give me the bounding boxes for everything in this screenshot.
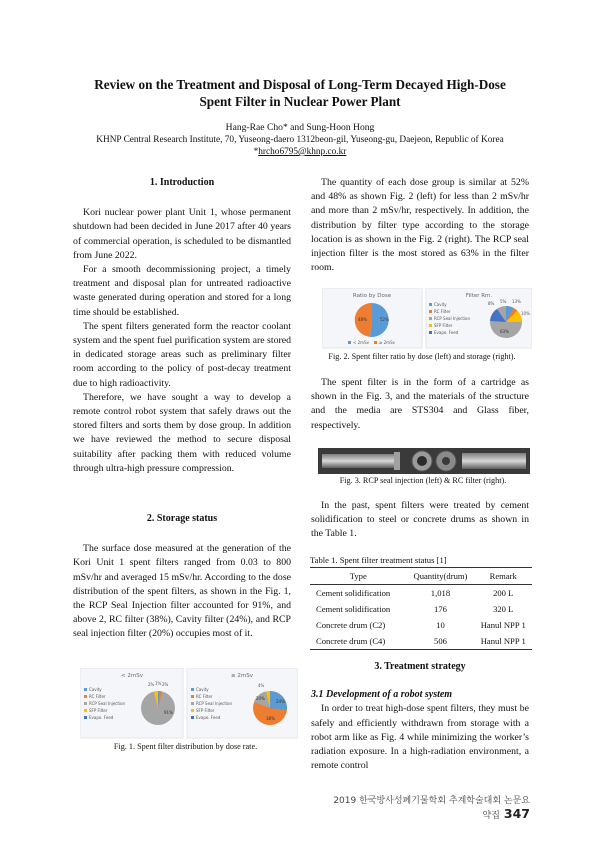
table-cell: 506 xyxy=(406,633,474,650)
footer-proceedings: 2019 한국방사성폐기물학회 추계학술대회 논문요약집 xyxy=(333,796,530,821)
figure-2 xyxy=(322,288,532,350)
fig1-left-label-4: 91% xyxy=(164,710,173,715)
table-cell: 10 xyxy=(436,620,445,630)
authors: Hang-Rae Cho* and Sung-Hoon Hong xyxy=(225,122,375,133)
fig1-legend-evapo: Evapo. Feed xyxy=(89,715,114,720)
fig2-legend-rcp: RCP Seal Injection xyxy=(434,316,471,321)
table-row xyxy=(310,617,532,633)
table-cell: Cement solidification xyxy=(316,588,391,598)
fig1-right-title: ≥ 2mSv xyxy=(231,673,253,679)
table-cell: Concrete drum (C4) xyxy=(310,633,406,650)
email-marker: * xyxy=(253,147,259,157)
table-row xyxy=(310,633,532,650)
left-column xyxy=(73,176,291,476)
fig2-legend-rc: RC Filter xyxy=(434,309,451,314)
robot-paragraph: In order to treat high-dose spent filters, they must be safely and efficiently withdrawn from storage with a robot arm like as Fig. 4 while minimizing the worker’s radiation exposure. In a high-radiation environment, a remote control xyxy=(311,703,529,772)
table-header-row xyxy=(310,568,532,585)
fig1-left-label-1: 2% xyxy=(148,682,155,687)
section-1-heading: 1. Introduction xyxy=(149,177,215,188)
past-treatment-paragraph: In the past, spent filters were treated by cement solidification to steel or concrete drums as shown in the Table 1. xyxy=(311,500,529,540)
rcp-filter-cartridge xyxy=(322,454,394,468)
page-footer xyxy=(330,793,530,821)
left-column-sec2 xyxy=(73,512,291,642)
fig2-left-title: Ratio by Dose xyxy=(352,293,392,299)
fig1-left-label-3: 2% xyxy=(162,682,169,687)
table-cell: 176 xyxy=(434,604,447,614)
table-cell: 320 L xyxy=(493,604,514,614)
fig1-r-legend-rc: RC Filter xyxy=(196,694,213,699)
intro-paragraph-2: For a smooth decommissioning project, a timely treatment and disposal plan for untreated radioactive waste generated during operation and stored for a long time should be established. xyxy=(73,264,291,318)
fig1-r-legend-evapo: Evapo. Feed xyxy=(196,715,221,720)
figure-3-graphic xyxy=(318,448,530,474)
fig1-r-legend-cavity: Cavity xyxy=(196,687,209,692)
fig2-legend-over: ≥ 2mSv xyxy=(379,340,395,345)
table-cell: Cement solidification xyxy=(316,604,391,614)
rc-filter-cartridge xyxy=(462,453,526,469)
paper-title xyxy=(60,76,540,110)
table-cell: Hanul NPP 1 xyxy=(474,633,532,650)
table-header-quantity: Quantity(drum) xyxy=(406,568,474,585)
figure-2-graphic xyxy=(322,288,532,350)
table-cell: 200 L xyxy=(493,588,514,598)
fig2-legend-under: < 2mSv xyxy=(353,340,369,345)
figure-3-photo xyxy=(318,448,530,474)
subsection-3-1-heading: 3.1 Development of a robot system xyxy=(311,689,453,701)
email-link[interactable]: hrcho6795@khnp.co.kr xyxy=(258,147,347,157)
right-column-top xyxy=(311,176,529,275)
figure-1-caption: Fig. 1. Spent filter distribution by dose rate. xyxy=(113,742,258,751)
fig2-legend-cavity: Cavity xyxy=(434,302,447,307)
table-cell: Concrete drum (C2) xyxy=(316,620,386,630)
title-line-2: Spent Filter in Nuclear Power Plant xyxy=(199,94,401,109)
affiliation: KHNP Central Research Institute, 70, Yuseong-daero 1312beon-gil, Yuseong-gu, Daejeon, Republic of Korea xyxy=(96,135,504,145)
fig1-legend-rcp: RCP Seal Injection xyxy=(89,701,126,706)
figure-1 xyxy=(80,668,298,740)
section-3-heading: 3. Treatment strategy xyxy=(374,661,466,672)
fig1-left-pie xyxy=(141,691,175,725)
right-column-mid xyxy=(311,376,529,433)
fig2-left-label-2: 48% xyxy=(358,317,367,322)
right-column-sec3 xyxy=(311,660,529,773)
fig1-r-legend-rcp: RCP Seal Injection xyxy=(196,701,233,706)
fig1-left-title: < 2mSv xyxy=(121,673,143,679)
storage-paragraph: The surface dose measured at the generation of the Kori Unit 1 spent filters ranged from 0.03 to 800 mSv/hr and averaged 15 mSv/hr. According to the dose distribution of the spent filters, as shown in the Fig. 1, the RCP Seal Injection filter accounted for 91%, and above 2, RC filter (38%), Cavity filter (24%), and RCP seal injection filter (20%) occupies most of it. xyxy=(73,543,291,640)
cartridge-paragraph: The spent filter is in the form of a cartridge as shown in the Fig. 3, and the materials of the structure and the media are STS304 and Glass fiber, respectively. xyxy=(311,377,529,431)
fig1-legend-sfp: SFP Filter xyxy=(89,708,108,713)
table-1 xyxy=(310,567,532,650)
fig1-right-label-4: 20% xyxy=(256,696,265,701)
intro-paragraph-3: The spent filters generated form the reactor coolant system and the spent fuel purification system are stored in dedicated storage areas such as preliminary filter room according to the policy of post-decay treatment due to high radioactivity. xyxy=(73,320,291,389)
title-line-1: Review on the Treatment and Disposal of Long-Term Decayed High-Dose xyxy=(94,77,506,92)
table-header-remark: Remark xyxy=(474,568,532,585)
fig1-right-label-1: 4% xyxy=(258,683,265,688)
right-column-treated xyxy=(311,499,529,542)
figure-1-graphic xyxy=(80,668,298,740)
fig2-right-title: Filter Rm. xyxy=(465,293,493,299)
fig2-right-label-3: 13% xyxy=(512,299,521,304)
fig1-right-label-3: 38% xyxy=(266,716,275,721)
figure-2-caption: Fig. 2. Spent filter ratio by dose (left) and storage (right). xyxy=(328,352,516,361)
fig2-right-label-5: 63% xyxy=(500,329,509,334)
fig1-r-legend-sfp: SFP Filter xyxy=(196,708,215,713)
figure-3-caption: Fig. 3. RCP seal injection (left) & RC filter (right). xyxy=(339,476,507,485)
intro-paragraph-1: Kori nuclear power plant Unit 1, whose permanent shutdown had been decided in June 2017 after 40 years of commercial operation, is scheduled to be dismantled from June 2022. xyxy=(73,207,291,261)
fig1-right-label-2: 24% xyxy=(276,699,285,704)
fig2-right-label-1: 8% xyxy=(488,301,495,306)
dose-group-paragraph: The quantity of each dose group is similar at 52% and 48% as shown Fig. 2 (left) for less than 2 mSv/hr and more than 2 mSv/hr, respectively. In addition, the distribution by filter type according to the storage location is as shown in the Fig. 2 (right). The RCP seal injection filter is the most stored as 63% in the filter room. xyxy=(311,177,529,274)
table-row xyxy=(310,601,532,617)
page-number: 347 xyxy=(503,806,530,821)
fig1-left-label-2: 1% xyxy=(155,681,162,686)
fig2-right-label-2: 5% xyxy=(500,299,507,304)
intro-paragraph-4: Therefore, we have sought a way to develop a remote control robot system that safely draws out the stored filters and sorts them by dose group. In addition we have reviewed the method to secure disposal suitability after packing them with reduced volume through ultra-high pressure compression. xyxy=(73,391,291,474)
fig2-legend-sfp: SFP Filter xyxy=(434,323,453,328)
table-row xyxy=(310,585,532,602)
table-cell: 1,018 xyxy=(430,588,451,598)
table-header-type: Type xyxy=(310,568,406,585)
fig2-right-label-4: 10% xyxy=(521,311,530,316)
fig2-legend-evapo: Evapo. Feed xyxy=(434,330,459,335)
email-line xyxy=(60,146,540,158)
fig2-left-label-1: 52% xyxy=(380,317,389,322)
section-2-heading: 2. Storage status xyxy=(146,513,218,524)
fig1-legend-cavity: Cavity xyxy=(89,687,102,692)
table-1-caption: Table 1. Spent filter treatment status [1] xyxy=(310,555,447,565)
table-cell: Hanul NPP 1 xyxy=(480,620,526,630)
fig1-legend-rc: RC Filter xyxy=(89,694,106,699)
